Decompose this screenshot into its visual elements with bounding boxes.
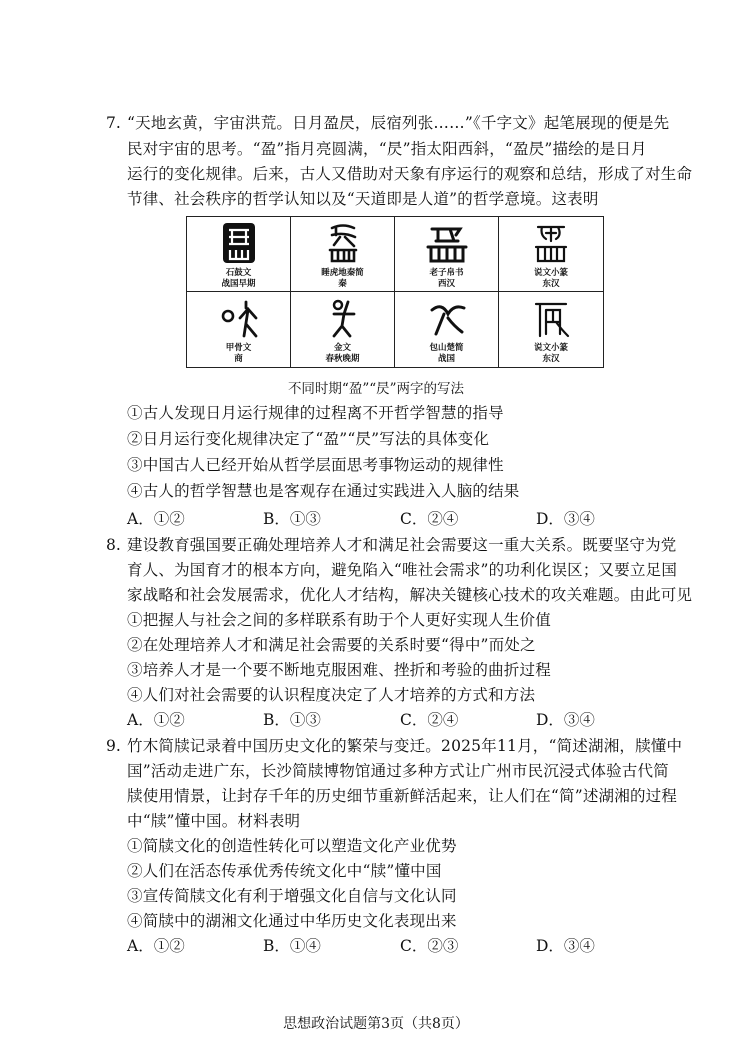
figure-cell (291, 292, 395, 367)
question-stem-line: 节律、社会秩序的哲学认知以及“天道即是人道”的哲学意境。这表明 (127, 190, 599, 208)
option-statement: ①简牍文化的创造性转化可以塑造文化产业优势 (127, 837, 457, 855)
answer-choice-b: B．①③ (263, 711, 321, 729)
option-statement: ③培养人才是一个要不断地克服困难、挫折和考验的曲折过程 (127, 661, 551, 679)
option-statement: ①把握人与社会之间的多样联系有助于个人更好实现人生价值 (127, 611, 551, 629)
script-name: 睡虎地秦简 (321, 268, 364, 278)
answer-choice-a: A．①② (127, 510, 185, 528)
script-name: 包山楚简 (429, 343, 464, 353)
calligraphy-figure (186, 216, 604, 368)
script-period: 商 (234, 354, 243, 364)
figure-cell (395, 217, 499, 292)
figure-cell-caption (291, 268, 394, 290)
figure-cell-caption (499, 343, 603, 365)
figure-cell (499, 217, 603, 292)
question-stem-line: 中“牍”懂中国。材料表明 (127, 812, 301, 830)
answer-choice-b: B．①④ (263, 937, 321, 955)
script-period: 西汉 (437, 279, 455, 289)
script-name: 老子帛书 (429, 268, 464, 278)
question-number: 8. (106, 536, 121, 554)
script-period: 战国 (437, 354, 455, 364)
question-stem-line: 建设教育强国要正确处理培养人才和满足社会需要这一重大关系。既要坚守为党 (127, 536, 677, 554)
figure-cell (187, 217, 291, 292)
answer-choice-d: D．③④ (536, 937, 595, 955)
seal-ying-bamboo-slip-icon (291, 221, 394, 267)
glyph-ze-oracle-bone-icon (187, 296, 290, 342)
question-stem-line: 竹木简牍记录着中国历史文化的繁荣与变迁。2025年11月，“简述湖湘，牍懂中 (127, 737, 683, 755)
figure-cell (395, 292, 499, 367)
option-statement: ④简牍中的湖湘文化通过中华历史文化表现出来 (127, 912, 457, 930)
glyph-ze-bronze-icon (291, 296, 394, 342)
answer-choice-b: B．①③ (263, 510, 321, 528)
figure-cell (499, 292, 603, 367)
answer-choice-c: C．②④ (400, 711, 459, 729)
glyph-ze-baoshan-slip-icon (395, 296, 498, 342)
script-name: 金文 (333, 343, 351, 353)
glyph-ze-small-seal-icon (499, 296, 603, 342)
option-statement: ④古人的哲学智慧也是客观存在通过实践进入人脑的结果 (127, 482, 520, 500)
figure-cell-caption (187, 268, 290, 290)
answer-choice-d: D．③④ (536, 711, 595, 729)
script-period: 春秋晚期 (325, 354, 360, 364)
figure-cell-caption (291, 343, 394, 365)
answer-choice-c: C．②③ (400, 937, 459, 955)
option-statement: ③中国古人已经开始从哲学层面思考事物运动的规律性 (127, 456, 504, 474)
option-statement: ②在处理培养人才和满足社会需要的关系时要“得中”而处之 (127, 636, 536, 654)
question-number: 9. (106, 737, 121, 755)
figure-caption: 不同时期“盈”“昃”两字的写法 (287, 381, 465, 397)
script-name: 甲骨文 (225, 343, 252, 353)
figure-cell-caption (499, 268, 603, 290)
option-statement: ④人们对社会需要的认识程度决定了人才培养的方式和方法 (127, 686, 536, 704)
script-name: 说文小篆 (533, 268, 568, 278)
question-stem-line: “天地玄黄，宇宙洪荒。日月盈昃，辰宿列张……”《千字文》起笔展现的便是先 (127, 114, 670, 132)
question-stem-line: 育人、为国育才的根本方向，避免陷入“唯社会需求”的功利化误区；又要立足国 (127, 561, 678, 579)
script-period: 秦 (338, 279, 347, 289)
option-statement: ③宣传简牍文化有利于增强文化自信与文化认同 (127, 887, 457, 905)
answer-choice-a: A．①② (127, 937, 185, 955)
option-statement: ②人们在活态传承优秀传统文化中“牍”懂中国 (127, 862, 442, 880)
seal-ying-small-seal-icon (499, 221, 603, 267)
option-statement: ①古人发现日月运行规律的过程离不开哲学智慧的指导 (127, 404, 504, 422)
script-name: 说文小篆 (533, 343, 568, 353)
seal-ying-stone-drum-icon (187, 221, 290, 267)
question-stem-line: 运行的变化规律。后来，古人又借助对天象有序运行的观察和总结，形成了对生命 (127, 165, 693, 183)
figure-cell-caption (395, 268, 498, 290)
answer-choice-d: D．③④ (536, 510, 595, 528)
script-name: 石鼓文 (225, 268, 252, 278)
figure-cell-caption (187, 343, 290, 365)
script-period: 东汉 (542, 279, 560, 289)
question-stem-line: 民对宇宙的思考。“盈”指月亮圆满，“昃”指太阳西斜，“盈昃”描绘的是日月 (127, 140, 647, 158)
figure-cell-caption (395, 343, 498, 365)
figure-cell (291, 217, 395, 292)
script-period: 战国早期 (221, 279, 256, 289)
option-statement: ②日月运行变化规律决定了“盈”“昃”写法的具体变化 (127, 430, 490, 448)
question-stem-line: 牍使用情景，让封存千年的历史细节重新鲜活起来，让人们在“简”述湖湘的过程 (127, 787, 678, 805)
figure-cell (187, 292, 291, 367)
answer-choice-a: A．①② (127, 711, 185, 729)
question-stem-line: 家战略和社会发展需求，优化人才结构，解决关键核心技术的攻关难题。由此可见 (127, 586, 693, 604)
script-period: 东汉 (542, 354, 560, 364)
answer-choice-c: C．②④ (400, 510, 459, 528)
question-number: 7. (106, 114, 121, 132)
question-stem-line: 国”活动走进广东，长沙简牍博物馆通过多种方式让广州市民沉浸式体验古代简 (127, 762, 669, 780)
seal-ying-silk-book-icon (395, 221, 498, 267)
page-footer: 思想政治试题第3页（共8页） (283, 1016, 469, 1032)
